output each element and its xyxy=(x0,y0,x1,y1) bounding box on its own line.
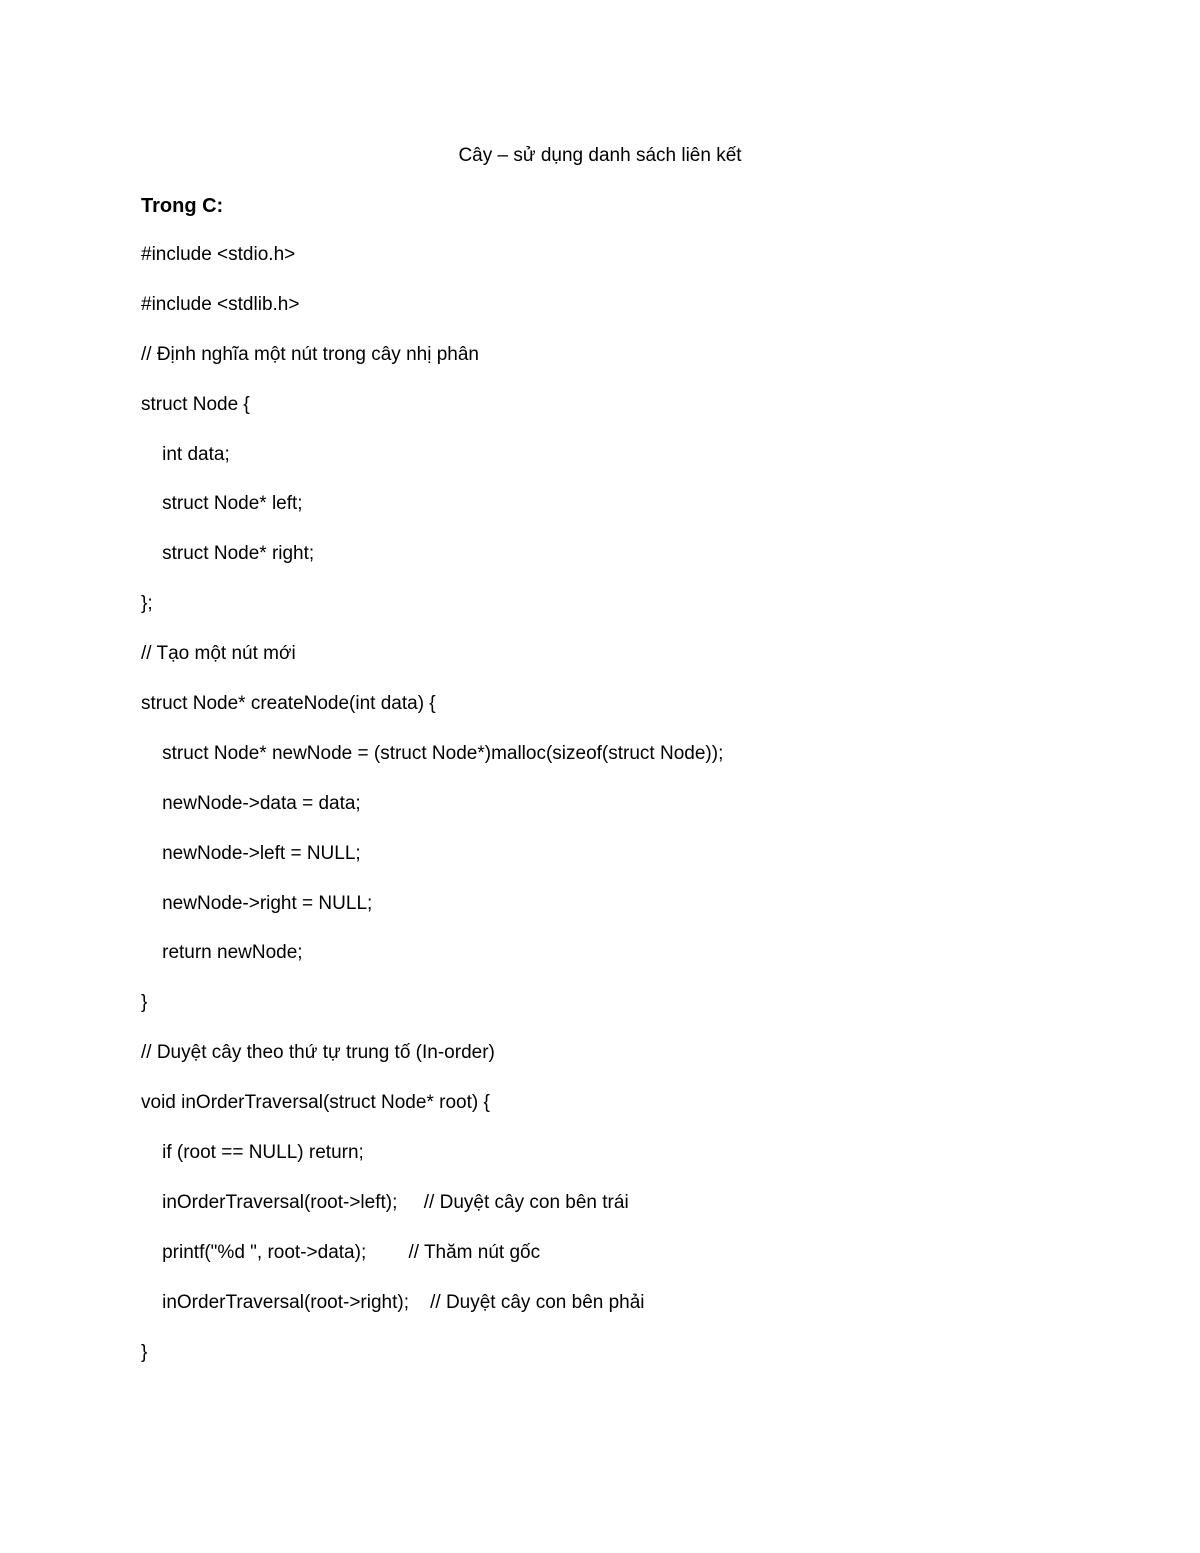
code-line: struct Node* createNode(int data) { xyxy=(141,693,436,715)
code-line: // Tạo một nút mới xyxy=(141,643,296,665)
code-line: newNode->left = NULL; xyxy=(141,842,361,864)
code-listing xyxy=(141,242,723,1389)
code-line: void inOrderTraversal(struct Node* root) { xyxy=(141,1092,490,1114)
code-line: // Định nghĩa một nút trong cây nhị phân xyxy=(141,343,479,365)
code-line: printf("%d ", root->data); // Thăm nút gốc xyxy=(141,1241,541,1263)
code-line: // Duyệt cây theo thứ tự trung tố (In-order) xyxy=(141,1042,495,1064)
document-title: Cây – sử dụng danh sách liên kết xyxy=(458,145,742,166)
code-line: }; xyxy=(141,593,153,615)
code-line: struct Node { xyxy=(141,393,250,415)
code-line: return newNode; xyxy=(141,942,303,964)
code-line: } xyxy=(141,992,148,1014)
code-line: } xyxy=(141,1341,148,1363)
code-line: inOrderTraversal(root->left); // Duyệt cây con bên trái xyxy=(141,1191,629,1213)
code-line: struct Node* newNode = (struct Node*)malloc(sizeof(struct Node)); xyxy=(141,742,724,764)
code-line: inOrderTraversal(root->right); // Duyệt cây con bên phải xyxy=(141,1291,645,1313)
code-line: int data; xyxy=(141,443,230,465)
code-line: newNode->data = data; xyxy=(141,792,361,814)
section-heading: Trong C: xyxy=(141,195,224,217)
code-line: #include <stdlib.h> xyxy=(141,293,300,315)
code-line: if (root == NULL) return; xyxy=(141,1142,364,1164)
code-line: struct Node* right; xyxy=(141,543,315,565)
code-line: #include <stdio.h> xyxy=(141,244,296,265)
code-line: struct Node* left; xyxy=(141,493,303,515)
code-line: newNode->right = NULL; xyxy=(141,892,373,914)
